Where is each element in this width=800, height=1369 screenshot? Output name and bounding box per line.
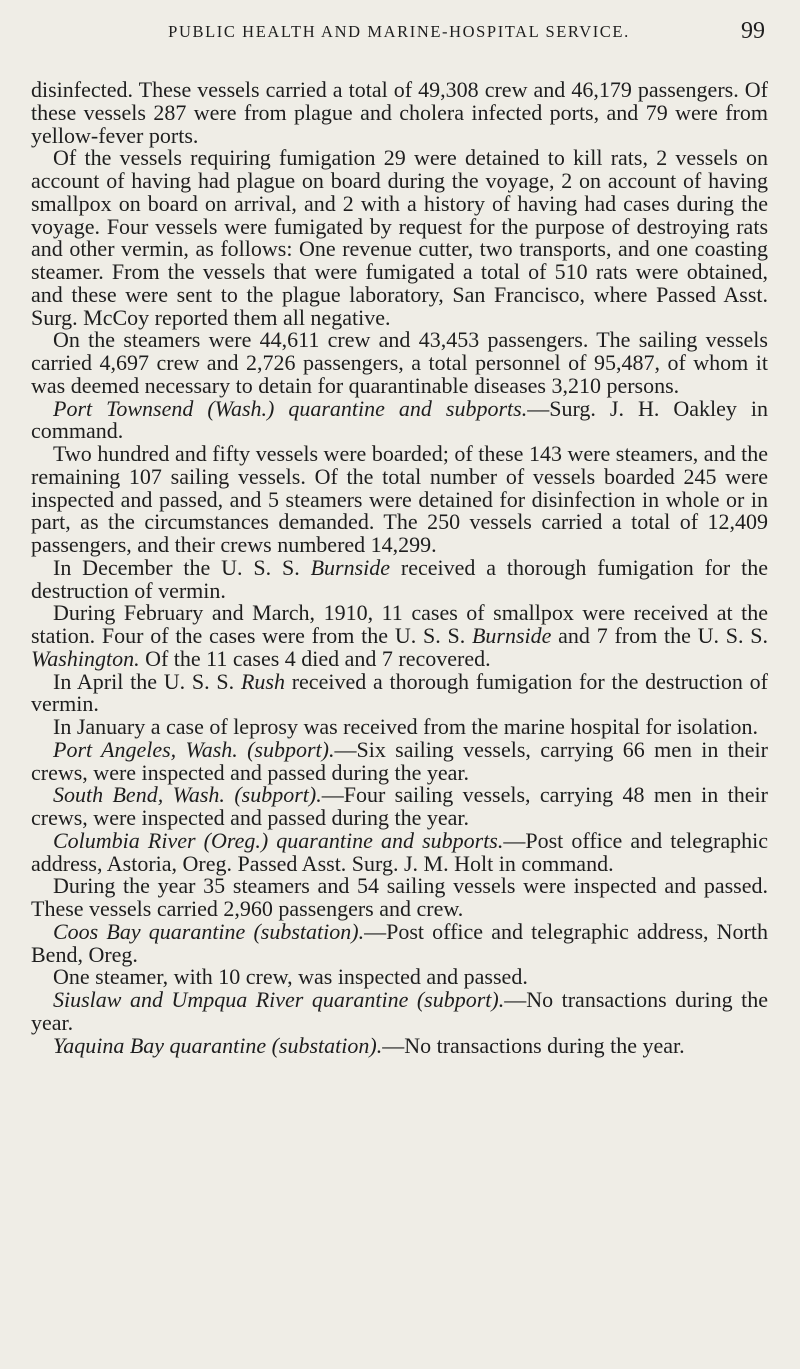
section-heading: Port Angeles, Wash. (subport). <box>53 736 335 762</box>
ship-name: Burnside <box>310 554 391 580</box>
paragraph-text: In April the U. S. S. <box>53 668 241 694</box>
section-heading: Port Townsend (Wash.) quarantine and subports. <box>53 395 528 421</box>
section-yaquina-bay <box>31 1032 768 1058</box>
paragraph-2 <box>31 147 768 329</box>
paragraph-text: —Surg. J. H. Oakley in command. <box>31 395 768 444</box>
paragraph-text: received a thorough fumigation for the destruction of vermin. <box>31 668 768 717</box>
section-columbia-river <box>31 827 768 876</box>
paragraph-text: Of the vessels requiring fumigation 29 were detained to kill rats, 2 vessels on account of having had plague on board during the voyage, 2 on account of having smallpox on board on arrival, and 2 with a history of having had cases during the voyage. Four vessels were fumigated by request for the purpose of destroying rats and other vermin, as follows: One revenue cutter, two transports, and one coasting steamer. From the vessels that were fumigated a total of 510 rats were obtained, and these were sent to the plague laboratory, San Francisco, where Passed Asst. Surg. McCoy reported them all negative. <box>31 145 768 330</box>
paragraph-text: received a thorough fumigation for the destruction of vermin. <box>31 554 768 603</box>
paragraph-text: Two hundred and fifty vessels were boarded; of these 143 were steamers, and the remaining 107 sailing vessels. Of the total number of vessels boarded 245 were inspected and passed, and 5 steamers were detained for disinfection in whole or in part, as the circumstances demanded. The 250 vessels carried a total of 12,409 passengers, and their crews numbered 14,299. <box>31 441 768 557</box>
section-heading: Columbia River (Oreg.) quarantine and subports. <box>53 827 504 853</box>
section-heading: Siuslaw and Umpqua River quarantine (subport). <box>53 987 505 1012</box>
section-port-angeles <box>31 736 768 785</box>
paragraph-text: —Post office and telegraphic address, Astoria, Oreg. Passed Asst. Surg. J. M. Holt in command. <box>31 827 768 876</box>
paragraph-text: —Post office and telegraphic address, North Bend, Oreg. <box>31 918 768 967</box>
section-heading: Yaquina Bay quarantine (substation). <box>53 1032 383 1058</box>
paragraph-7 <box>31 602 768 670</box>
paragraph-text: On the steamers were 44,611 crew and 43,453 passengers. The sailing vessels carried 4,697 crew and 2,726 passengers, a total personnel of 95,487, of whom it was deemed necessary to detain for quarantinable diseases 3,210 persons. <box>31 327 768 398</box>
section-coos-bay <box>31 918 768 967</box>
running-head <box>33 18 765 48</box>
paragraph-text: disinfected. These vessels carried a total of 49,308 crew and 46,179 passengers. Of these vessels 287 were from plague and cholera infected ports, and 79 were from yellow-fever ports. <box>31 77 768 148</box>
section-heading: South Bend, Wash. (subport). <box>53 782 322 808</box>
paragraph-3 <box>31 329 768 397</box>
paragraph-text: One steamer, with 10 crew, was inspected and passed. <box>53 964 528 990</box>
paragraph-15 <box>31 966 768 989</box>
section-south-bend <box>31 784 768 830</box>
paragraph-text: Of the 11 cases 4 died and 7 recovered. <box>139 645 491 671</box>
ship-name: Burnside <box>471 623 552 648</box>
paragraph-text: —Four sailing vessels, carrying 48 men in their crews, were inspected and passed during the year. <box>31 782 768 830</box>
ship-name: Rush <box>240 668 285 694</box>
running-title: PUBLIC HEALTH AND MARINE-HOSPITAL SERVICE. <box>168 22 630 41</box>
paragraph-8 <box>31 668 768 717</box>
paragraph-text: During the year 35 steamers and 54 sailing vessels were inspected and passed. These vessels carried 2,960 passengers and crew. <box>31 873 768 921</box>
paragraph-5 <box>31 443 768 557</box>
paragraph-text: During February and March, 1910, 11 cases of smallpox were received at the station. Four of the cases were from the U. S. S. <box>31 600 768 648</box>
body-text <box>31 79 768 1057</box>
paragraph-1 <box>31 79 768 147</box>
paragraph-13 <box>31 875 768 921</box>
section-siuslaw-umpqua <box>31 989 768 1035</box>
paragraph-text: and 7 from the U. S. S. <box>551 623 768 648</box>
paragraph-9 <box>31 716 768 739</box>
paragraph-6 <box>31 554 768 603</box>
paragraph-text: —No transactions during the year. <box>382 1032 685 1058</box>
paragraph-text: —No transactions during the year. <box>31 987 768 1035</box>
section-heading: Coos Bay quarantine (substation). <box>53 918 365 944</box>
paragraph-text: In December the U. S. S. <box>53 554 311 580</box>
paragraph-text: —Six sailing vessels, carrying 66 men in their crews, were inspected and passed during the year. <box>31 736 768 785</box>
page-number: 99 <box>741 18 765 44</box>
paragraph-text: In January a case of leprosy was received from the marine hospital for isolation. <box>53 714 758 739</box>
section-port-townsend <box>31 395 768 444</box>
ship-name: Washington. <box>31 645 140 671</box>
